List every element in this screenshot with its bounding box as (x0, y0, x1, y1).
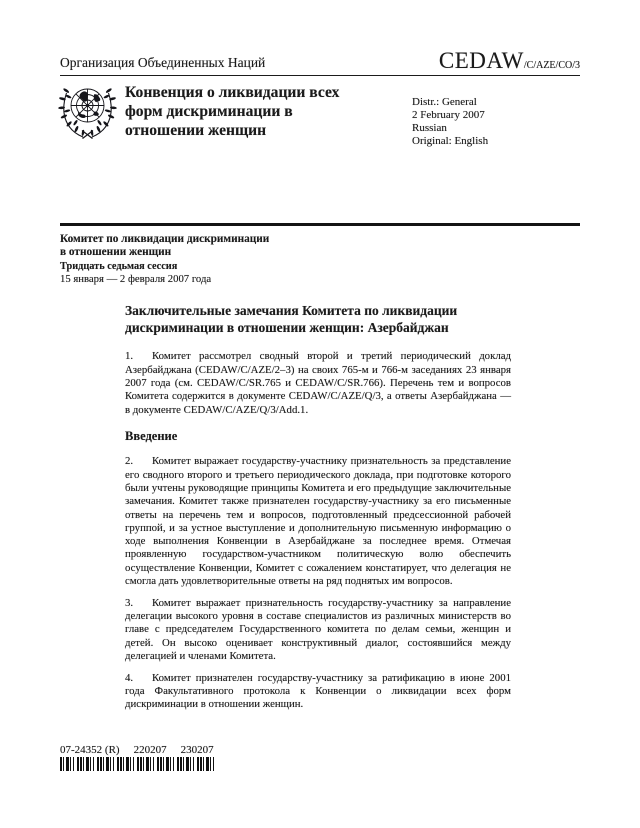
org-name: Организация Объединенных Наций (60, 55, 266, 70)
document-symbol (439, 48, 580, 74)
barcode-image (60, 757, 216, 771)
document-number: 07-24352 (R) (60, 744, 120, 756)
convention-title-line: отношении женщин (125, 122, 267, 139)
paragraph-text: Комитет рассмотрел сводный второй и третий периодический доклад Азербайджана (CEDAW/C/AZE/2–3) на своих 765-м и 766-м заседаниях 23 января 2007 года (см. CEDAW/C/SR.765 и CEDAW/C/SR.766). Перечень тем и вопросов Комитета содержится в документе CEDAW/C/AZE/Q/3, а ответы Азербайджана — в документе CEDAW/C/AZE/Q/3/Add.1. (125, 350, 511, 416)
paragraph-2 (125, 455, 511, 588)
committee-name-line: в отношении женщин (60, 246, 172, 259)
paragraph-1 (125, 350, 511, 416)
paragraph-number: 3. (125, 596, 134, 609)
main-column (125, 302, 511, 720)
document-title-line: дискриминации в отношении женщин: Азербайджан (125, 320, 449, 336)
paragraph-number: 2. (125, 455, 134, 468)
paragraph-text: Комитет выражает государству-участнику признательность за представление его сводного второго и третьего периодического доклада, при подготовке которого были учтены руководящие принципы Комитета и его предыдущие заключительные замечания. Комитет также признателен государству-участнику за его письменные ответы на перечень тем и вопросов, подготовленный предсессионной рабочей группой, и за устное выступление и дополнительную письменную информацию о ходе выполнения Конвенции в Азербайджане за последнее время. Отмечая проявленную государством-участником политическую волю обеспечить осуществление Конвенции, Комитет с сожалением констатирует, что делегация не смогла дать удовлетворительные ответы на ряд поднятых им вопросов. (125, 455, 511, 588)
convention-title (125, 83, 435, 140)
section-rule (60, 223, 580, 226)
document-title-line: Заключительные замечания Комитета по ликвидации (125, 303, 458, 318)
paragraph-4 (125, 672, 511, 712)
document-title (125, 302, 511, 336)
distribution-block (412, 96, 488, 148)
footer-code-1: 220207 (133, 744, 167, 756)
convention-title-line: форм дискриминации в (125, 103, 293, 120)
paragraph-number: 4. (125, 671, 134, 684)
footer-code-2: 230207 (180, 744, 214, 756)
session-title: Тридцать седьмая сессия (60, 260, 178, 272)
un-emblem-icon (56, 80, 119, 145)
distr-date: 2 February 2007 (412, 109, 485, 121)
distr-type: Distr.: General (412, 96, 477, 108)
distr-original: Original: English (412, 135, 489, 147)
distr-language: Russian (412, 122, 447, 134)
paragraph-text: Комитет признателен государству-участнику за ратификацию в июне 2001 года Факультативного протокола к Конвенции о ликвидации всех форм дискриминации в отношении женщин. (125, 671, 511, 711)
footer-reference (60, 744, 214, 756)
paragraph-3 (125, 597, 511, 663)
committee-block (60, 233, 269, 286)
convention-title-line: Конвенция о ликвидации всех (125, 84, 340, 101)
document-symbol-main: CEDAW (438, 48, 524, 73)
document-symbol-suffix: /C/AZE/CO/3 (523, 60, 580, 71)
session-dates: 15 января — 2 февраля 2007 года (60, 273, 212, 286)
header-rule (60, 75, 580, 76)
paragraph-text: Комитет выражает признательность государству-участнику за направление делегации высокого уровня в составе специалистов из различных министерств во главе с председателем Государственного комитета по делам семьи, женщин и детей. Он высоко оценивает конструктивный диалог, состоявшийся между делегацией и членами Комитета. (125, 596, 511, 663)
committee-name-line: Комитет по ликвидации дискриминации (60, 233, 270, 245)
paragraph-number: 1. (125, 350, 134, 363)
intro-heading: Введение (125, 428, 178, 443)
